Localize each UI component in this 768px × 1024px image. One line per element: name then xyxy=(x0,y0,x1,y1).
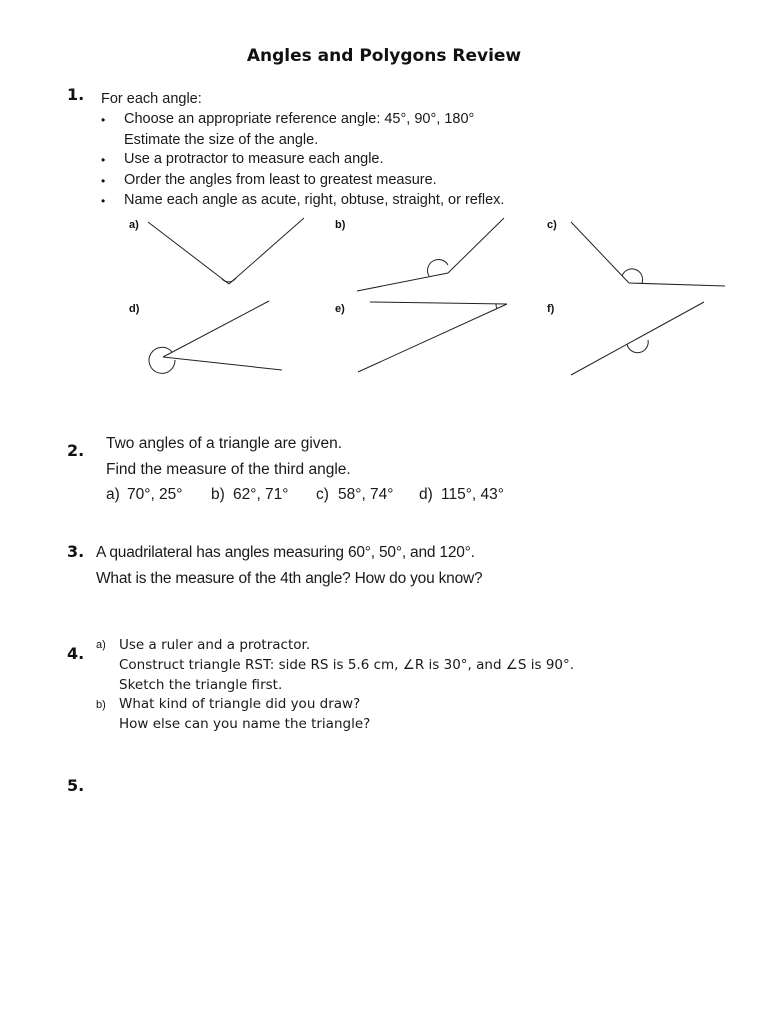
angle-c-figure xyxy=(571,222,725,286)
question-2-part-value: 70°, 25° xyxy=(127,486,183,503)
question-1-intro: For each angle: xyxy=(101,91,202,107)
question-3-line-2: What is the measure of the 4th angle? How do you know? xyxy=(96,570,483,587)
question-4-b-line-1: What kind of triangle did you draw? xyxy=(119,696,361,712)
bullet-marker: • xyxy=(101,174,106,188)
question-2-part-label: d) xyxy=(419,486,433,503)
angle-b-figure xyxy=(357,218,504,291)
bullet-marker: • xyxy=(101,113,106,127)
question-2-part-label: a) xyxy=(106,486,120,503)
angle-d-figure xyxy=(149,301,282,373)
question-1-bullet: Estimate the size of the angle. xyxy=(124,132,319,148)
question-4-a-line-2: Construct triangle RST: side RS is 5.6 cm, ∠R is 30°, and ∠S is 90°. xyxy=(119,657,575,673)
angle-label-d: d) xyxy=(129,303,140,315)
question-1-bullet: Order the angles from least to greatest measure. xyxy=(124,172,437,188)
angle-label-f: f) xyxy=(547,303,555,315)
angle-label-b: b) xyxy=(335,219,346,231)
question-4-number: 4. xyxy=(67,644,85,663)
question-4-a-line-3: Sketch the triangle first. xyxy=(119,677,283,693)
question-1-bullet: Use a protractor to measure each angle. xyxy=(124,151,384,167)
angle-f-figure xyxy=(571,302,704,375)
question-4-part-b-label: b) xyxy=(96,699,106,711)
question-2-part-value: 62°, 71° xyxy=(233,486,289,503)
question-2-part-value: 58°, 74° xyxy=(338,486,394,503)
angle-e-figure xyxy=(358,302,507,372)
question-2-line-1: Two angles of a triangle are given. xyxy=(106,435,343,452)
angle-label-e: e) xyxy=(335,303,345,315)
question-3-line-1: A quadrilateral has angles measuring 60°, 50°, and 120°. xyxy=(96,544,475,561)
question-3-number: 3. xyxy=(67,542,85,561)
angle-label-c: c) xyxy=(547,219,557,231)
question-4-part-a-label: a) xyxy=(96,639,106,651)
question-4-b-line-2: How else can you name the triangle? xyxy=(119,716,371,732)
bullet-marker: • xyxy=(101,153,106,167)
question-2-number: 2. xyxy=(67,441,85,460)
question-4-a-line-1: Use a ruler and a protractor. xyxy=(119,637,311,653)
question-2-part-value: 115°, 43° xyxy=(441,486,504,503)
question-2-part-label: b) xyxy=(211,486,225,503)
question-2-part-label: c) xyxy=(316,486,329,503)
page-title: Angles and Polygons Review xyxy=(246,46,522,66)
bullet-marker: • xyxy=(101,194,106,208)
question-5-number: 5. xyxy=(67,776,85,795)
question-1-bullet: Choose an appropriate reference angle: 45°, 90°, 180° xyxy=(124,111,475,127)
question-1-number: 1. xyxy=(67,85,85,104)
angle-label-a: a) xyxy=(129,219,139,231)
question-2-line-2: Find the measure of the third angle. xyxy=(106,461,351,478)
angle-a-figure xyxy=(148,218,304,284)
question-1-bullet: Name each angle as acute, right, obtuse, straight, or reflex. xyxy=(124,192,505,208)
